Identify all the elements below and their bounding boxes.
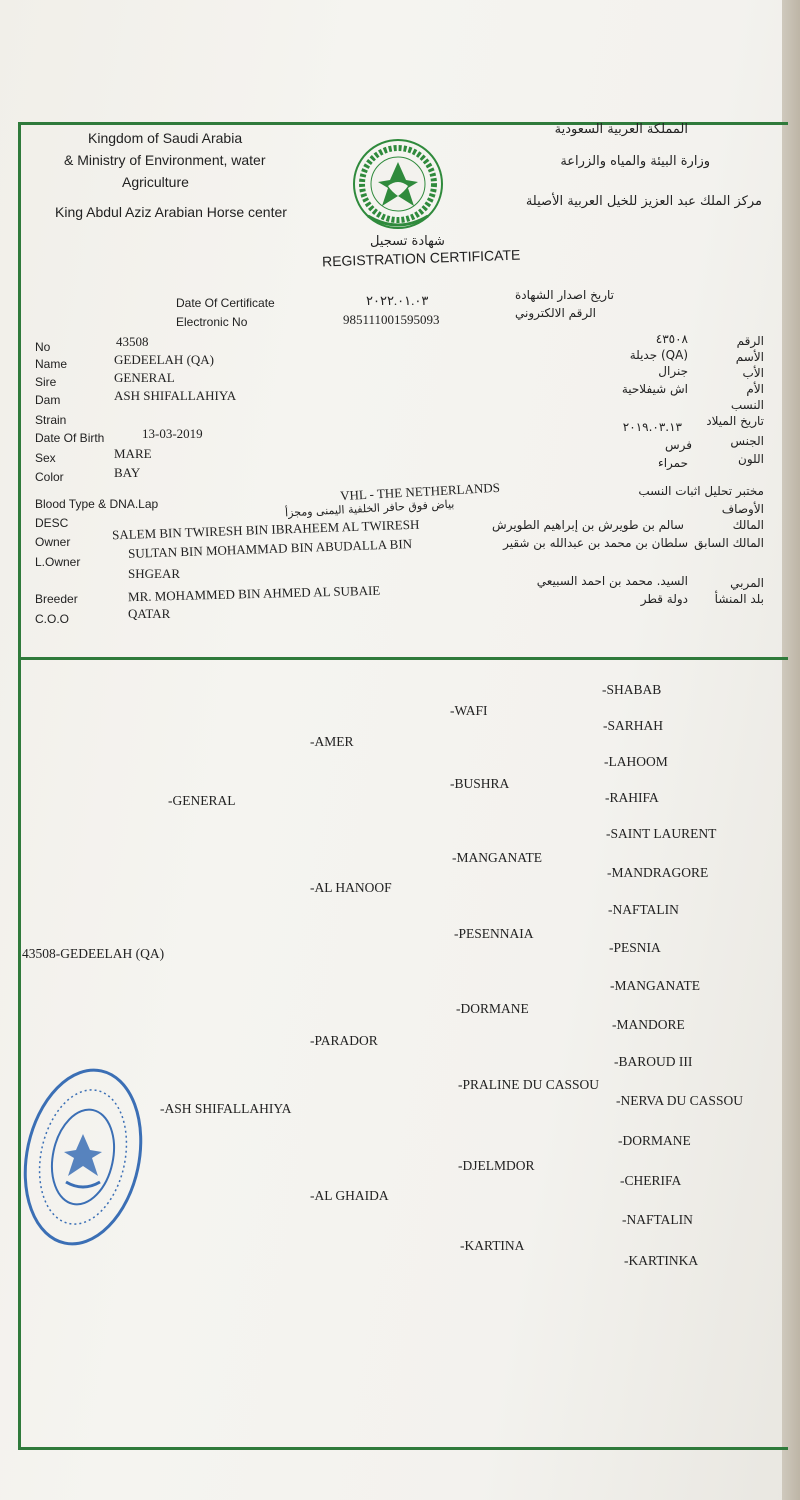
electronic-no-label: Electronic No — [176, 315, 248, 329]
pedigree-gen3-4: -PESENNAIA — [454, 926, 534, 941]
no-label-ar: الرقم — [736, 334, 764, 348]
pedigree-gen3-8: -KARTINA — [460, 1238, 525, 1253]
pedigree-gen4-10: -MANDORE — [612, 1017, 685, 1032]
pedigree-gen2-1: -AMER — [310, 734, 354, 749]
date-of-certificate-value: ٢٠٢٢.٠١.٠٣ — [366, 293, 429, 308]
breeder-value-ar: السيد. محمد بن احمد السبيعي — [536, 574, 688, 588]
breeder-label-ar: المربي — [730, 576, 764, 590]
pedigree-gen3-2: -BUSHRA — [450, 776, 510, 791]
pedigree-gen2-2: -AL HANOOF — [310, 880, 392, 895]
dam-label: Dam — [35, 393, 61, 407]
breeder-label: Breeder — [35, 592, 78, 606]
pedigree-gen4-14: -CHERIFA — [620, 1173, 682, 1188]
name-value: GEDEELAH (QA) — [114, 352, 215, 367]
sex-value-ar: فرس — [664, 438, 692, 452]
pedigree-gen4-3: -LAHOOM — [604, 754, 668, 769]
no-value-ar: ٤٣٥٠٨ — [655, 332, 688, 346]
desc-value-ar: بياض فوق حافر الخلفية اليمنى ومجزأ — [284, 497, 455, 520]
coo-label-ar: بلد المنشأ — [714, 592, 764, 606]
pedigree-gen4-15: -NAFTALIN — [622, 1212, 693, 1227]
blood-type-label: Blood Type & DNA.Lap — [35, 497, 159, 511]
pedigree-gen4-6: -MANDRAGORE — [607, 865, 709, 880]
header-en-line3: Agriculture — [122, 174, 189, 190]
pedigree-gen4-11: -BAROUD III — [614, 1054, 693, 1069]
owner-label: Owner — [35, 535, 71, 549]
dob-value-ar: ٢٠١٩.٠٣.١٣ — [622, 420, 682, 434]
dam-value: ASH SHIFALLAHIYA — [114, 388, 237, 403]
pedigree-gen2-4: -AL GHAIDA — [310, 1188, 389, 1203]
registry-stamp-icon — [22, 1062, 144, 1252]
pedigree-gen4-9: -MANGANATE — [610, 978, 700, 993]
strain-label-ar: النسب — [730, 398, 764, 412]
ministry-logo-icon — [348, 136, 448, 236]
sex-label-ar: الجنس — [730, 434, 764, 448]
title-arabic: شهادة تسجيل — [370, 234, 445, 249]
pedigree-gen3-5: -DORMANE — [456, 1001, 529, 1016]
desc-label-ar: الأوصاف — [721, 502, 764, 516]
pedigree-gen3-6: -PRALINE DU CASSOU — [458, 1077, 600, 1092]
header-en-line1: Kingdom of Saudi Arabia — [88, 130, 243, 146]
sire-label: Sire — [35, 375, 57, 389]
lowner-value-line2: SHGEAR — [128, 566, 181, 581]
pedigree-sire: -GENERAL — [168, 793, 236, 808]
coo-value-ar: دولة قطر — [640, 592, 688, 606]
lowner-label-ar: المالك السابق — [694, 536, 764, 550]
name-label-ar: الأسم — [735, 350, 764, 364]
lowner-value-ar: سلطان بن محمد بن عبدالله بن شقير — [503, 536, 688, 550]
sex-value: MARE — [114, 446, 152, 461]
title-english: REGISTRATION CERTIFICATE — [321, 246, 521, 270]
desc-label: DESC — [35, 516, 69, 530]
dob-label: Date Of Birth — [35, 431, 105, 445]
pedigree-gen4-12: -NERVA DU CASSOU — [616, 1093, 743, 1108]
dam-label-ar: الأم — [746, 382, 764, 396]
coo-value: QATAR — [128, 606, 171, 621]
dam-value-ar: اش شيفلاحية — [621, 382, 688, 396]
lowner-label: L.Owner — [35, 555, 81, 569]
header-ar-line1: المملكة العربية السعودية — [554, 122, 688, 137]
coo-label: C.O.O — [35, 612, 70, 626]
pedigree-gen4-13: -DORMANE — [618, 1133, 691, 1148]
header-ar-line2: وزارة البيئة والمياه والزراعة — [560, 154, 710, 169]
header-en-line2: & Ministry of Environment, water — [64, 152, 266, 168]
section-divider — [18, 657, 788, 660]
electronic-no-label-ar: الرقم الالكتروني — [515, 306, 596, 320]
dob-label-ar: تاريخ الميلاد — [706, 414, 764, 428]
pedigree-gen4-1: -SHABAB — [602, 682, 662, 697]
header-en-line4: King Abdul Aziz Arabian Horse center — [55, 204, 287, 220]
pedigree-gen4-7: -NAFTALIN — [608, 902, 679, 917]
color-label-ar: اللون — [738, 452, 764, 466]
pedigree-gen3-7: -DJELMDOR — [458, 1158, 535, 1173]
name-label: Name — [35, 357, 68, 371]
no-label: No — [35, 340, 51, 354]
color-value: BAY — [114, 465, 141, 480]
owner-label-ar: المالك — [732, 518, 764, 532]
blood-label-ar: مختبر تحليل اثبات النسب — [638, 484, 764, 498]
color-label: Color — [35, 470, 64, 484]
date-of-certificate-label-ar: تاريخ اصدار الشهادة — [515, 288, 614, 302]
sex-label: Sex — [35, 451, 56, 465]
owner-value-ar: سالم بن طويرش بن إبراهيم الطويرش — [492, 518, 684, 532]
pedigree-gen4-16: -KARTINKA — [624, 1253, 699, 1268]
sire-label-ar: الأب — [742, 366, 764, 380]
header-ar-line3: مركز الملك عبد العزيز للخيل العربية الأصيلة — [525, 194, 762, 209]
color-value-ar: حمراء — [658, 456, 688, 470]
pedigree-gen4-4: -RAHIFA — [605, 790, 659, 805]
date-of-certificate-label: Date Of Certificate — [176, 296, 275, 310]
pedigree-gen4-2: -SARHAH — [603, 718, 664, 733]
pedigree-gen4-5: -SAINT LAURENT — [606, 826, 717, 841]
lowner-value-line1: SULTAN BIN MOHAMMAD BIN ABUDALLA BIN — [127, 536, 413, 561]
pedigree-gen2-3: -PARADOR — [310, 1033, 378, 1048]
dob-value: 13-03-2019 — [142, 426, 203, 441]
pedigree-gen3-1: -WAFI — [450, 703, 488, 718]
electronic-no-value: 985111001595093 — [343, 312, 440, 327]
owner-value: SALEM BIN TWIRESH BIN IBRAHEEM AL TWIRESH — [111, 516, 420, 543]
name-value-ar: (QA) جديلة — [629, 348, 688, 362]
blood-type-value: VHL - THE NETHERLANDS — [339, 479, 501, 504]
no-value: 43508 — [116, 334, 149, 349]
breeder-value: MR. MOHAMMED BIN AHMED AL SUBAIE — [127, 582, 381, 605]
pedigree-dam: -ASH SHIFALLAHIYA — [160, 1101, 292, 1116]
pedigree-gen3-3: -MANGANATE — [452, 850, 542, 865]
pedigree-gen4-8: -PESNIA — [609, 940, 661, 955]
sire-value: GENERAL — [114, 370, 175, 385]
strain-label: Strain — [35, 413, 67, 427]
pedigree-subject: 43508-GEDEELAH (QA) — [22, 946, 165, 961]
sire-value-ar: جنرال — [658, 364, 688, 378]
